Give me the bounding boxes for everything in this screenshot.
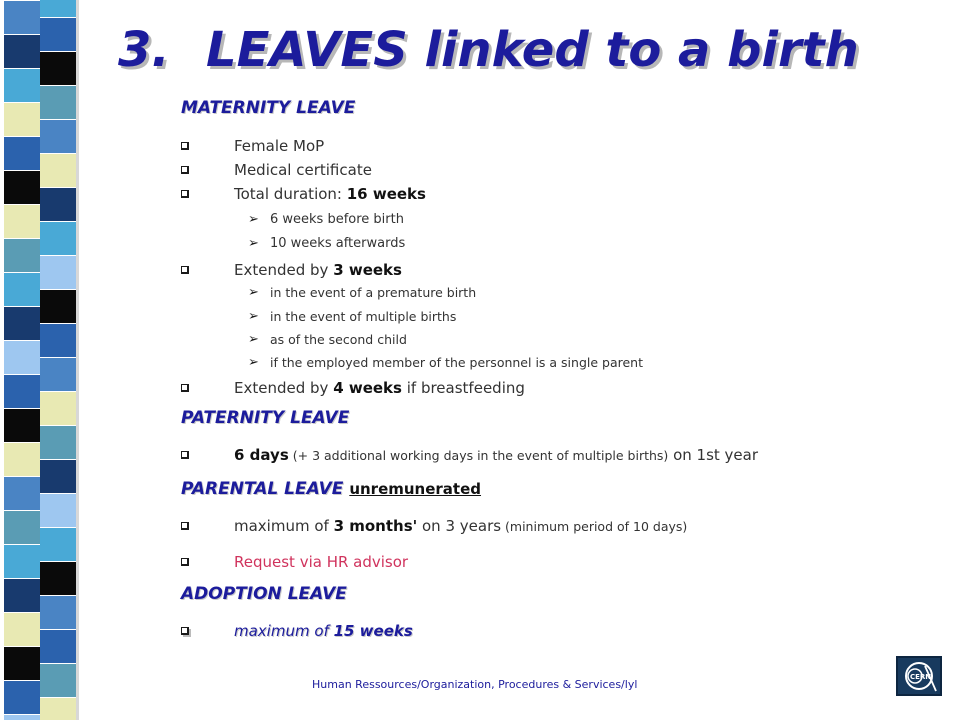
- stripe-cell: [4, 476, 40, 510]
- stripe-cell: [4, 714, 40, 720]
- logo-text: CERN: [910, 673, 932, 681]
- stripe-cell: [40, 17, 76, 51]
- adoption-heading: ADOPTION LEAVE: [181, 584, 347, 604]
- stripe-cell: [40, 561, 76, 595]
- sub-item-text: 6 weeks before birth: [270, 212, 404, 227]
- stripe-cell: [40, 119, 76, 153]
- sub-item-text: in the event of a premature birth: [270, 285, 477, 300]
- stripe-cell: [40, 323, 76, 357]
- stripe-cell: [40, 527, 76, 561]
- arrow-bullet-icon: ➢: [248, 236, 259, 251]
- stripe-cell: [40, 391, 76, 425]
- stripe-cell: [40, 187, 76, 221]
- sub-item-text: if the employed member of the personnel is a single parent: [270, 355, 643, 370]
- stripe-cell: [4, 0, 40, 34]
- stripe-cell: [4, 68, 40, 102]
- stripe-cell: [40, 153, 76, 187]
- item-text: Female MoP: [234, 137, 325, 155]
- stripe-cell: [4, 136, 40, 170]
- breastfeeding-value: 4 weeks: [333, 379, 402, 397]
- square-bullet-icon: [181, 142, 189, 150]
- title-number: 3.: [118, 22, 170, 78]
- stripe-cell: [4, 204, 40, 238]
- stripe-cell: [4, 442, 40, 476]
- square-bullet-icon: [181, 451, 189, 459]
- square-bullet-icon: [181, 627, 189, 635]
- stripe-cell: [4, 34, 40, 68]
- arrow-bullet-icon: ➢: [248, 212, 259, 227]
- item-text: maximum of 15 weeks: [234, 622, 413, 640]
- cern-logo-icon: [896, 656, 942, 696]
- stripe-cell: [4, 340, 40, 374]
- arrow-bullet-icon: ➢: [248, 332, 259, 347]
- stripe-cell: [40, 595, 76, 629]
- paternity-heading: PATERNITY LEAVE: [181, 408, 350, 428]
- stripe-cell: [40, 221, 76, 255]
- stripe-column: [40, 0, 76, 720]
- stripe-cell: [4, 612, 40, 646]
- unremunerated-label: unremunerated: [349, 480, 482, 498]
- paternity-days-value: 6 days: [234, 446, 289, 464]
- adoption-weeks-value: 15 weeks: [333, 622, 413, 640]
- stripe-cell: [40, 357, 76, 391]
- item-text: maximum of 3 months' on 3 years (minimum period of 10 days): [234, 517, 688, 535]
- item-text: Extended by 4 weeks if breastfeeding: [234, 379, 525, 397]
- square-bullet-icon: [181, 190, 189, 198]
- sub-item-text: as of the second child: [270, 332, 407, 347]
- stripe-column: [4, 0, 40, 720]
- stripe-cell: [4, 578, 40, 612]
- footer-text: Human Ressources/Organization, Procedures & Services/lyl: [312, 678, 638, 691]
- stripe-cell: [40, 0, 76, 17]
- arrow-bullet-icon: ➢: [248, 309, 259, 324]
- stripe-cell: [4, 408, 40, 442]
- stripe-cell: [40, 51, 76, 85]
- stripe-cell: [40, 493, 76, 527]
- item-text: Request via HR advisor: [234, 553, 409, 571]
- square-bullet-icon: [181, 266, 189, 274]
- sub-item-text: in the event of multiple births: [270, 309, 457, 324]
- stripe-cell: [4, 306, 40, 340]
- stripe-cell: [40, 663, 76, 697]
- stripe-cell: [40, 289, 76, 323]
- sub-item-text: 10 weeks afterwards: [270, 236, 406, 251]
- stripe-cell: [4, 238, 40, 272]
- stripe-cell: [40, 629, 76, 663]
- duration-value: 16 weeks: [346, 185, 426, 203]
- parental-heading: PARENTAL LEAVE unremunerated: [181, 479, 482, 499]
- maternity-heading: MATERNITY LEAVE: [181, 98, 356, 118]
- stripe-cell: [4, 646, 40, 680]
- item-text: 6 days (+ 3 additional working days in the event of multiple births) on 1st year: [234, 446, 759, 464]
- stripe-cell: [4, 170, 40, 204]
- stripe-cell: [40, 85, 76, 119]
- stripe-edge: [76, 0, 79, 720]
- stripe-cell: [40, 697, 76, 720]
- stripe-cell: [40, 459, 76, 493]
- arrow-bullet-icon: ➢: [248, 285, 259, 300]
- stripe-cell: [4, 272, 40, 306]
- decorative-stripe-bar: [0, 0, 100, 720]
- arrow-bullet-icon: ➢: [248, 355, 259, 370]
- item-text: Extended by 3 weeks: [234, 261, 402, 279]
- stripe-cell: [4, 680, 40, 714]
- extension-value: 3 weeks: [333, 261, 402, 279]
- parental-months-value: 3 months': [333, 517, 418, 535]
- stripe-cell: [4, 544, 40, 578]
- stripe-cell: [4, 102, 40, 136]
- square-bullet-icon: [181, 384, 189, 392]
- square-bullet-icon: [181, 166, 189, 174]
- item-text: Medical certificate: [234, 161, 372, 179]
- stripe-cell: [40, 425, 76, 459]
- title-text: LEAVES linked to a birth: [206, 22, 859, 78]
- square-bullet-icon: [181, 522, 189, 530]
- stripe-cell: [40, 255, 76, 289]
- square-bullet-icon: [181, 558, 189, 566]
- page-title: [118, 22, 859, 78]
- item-text: Total duration: 16 weeks: [234, 185, 426, 203]
- stripe-cell: [4, 374, 40, 408]
- stripe-cell: [4, 510, 40, 544]
